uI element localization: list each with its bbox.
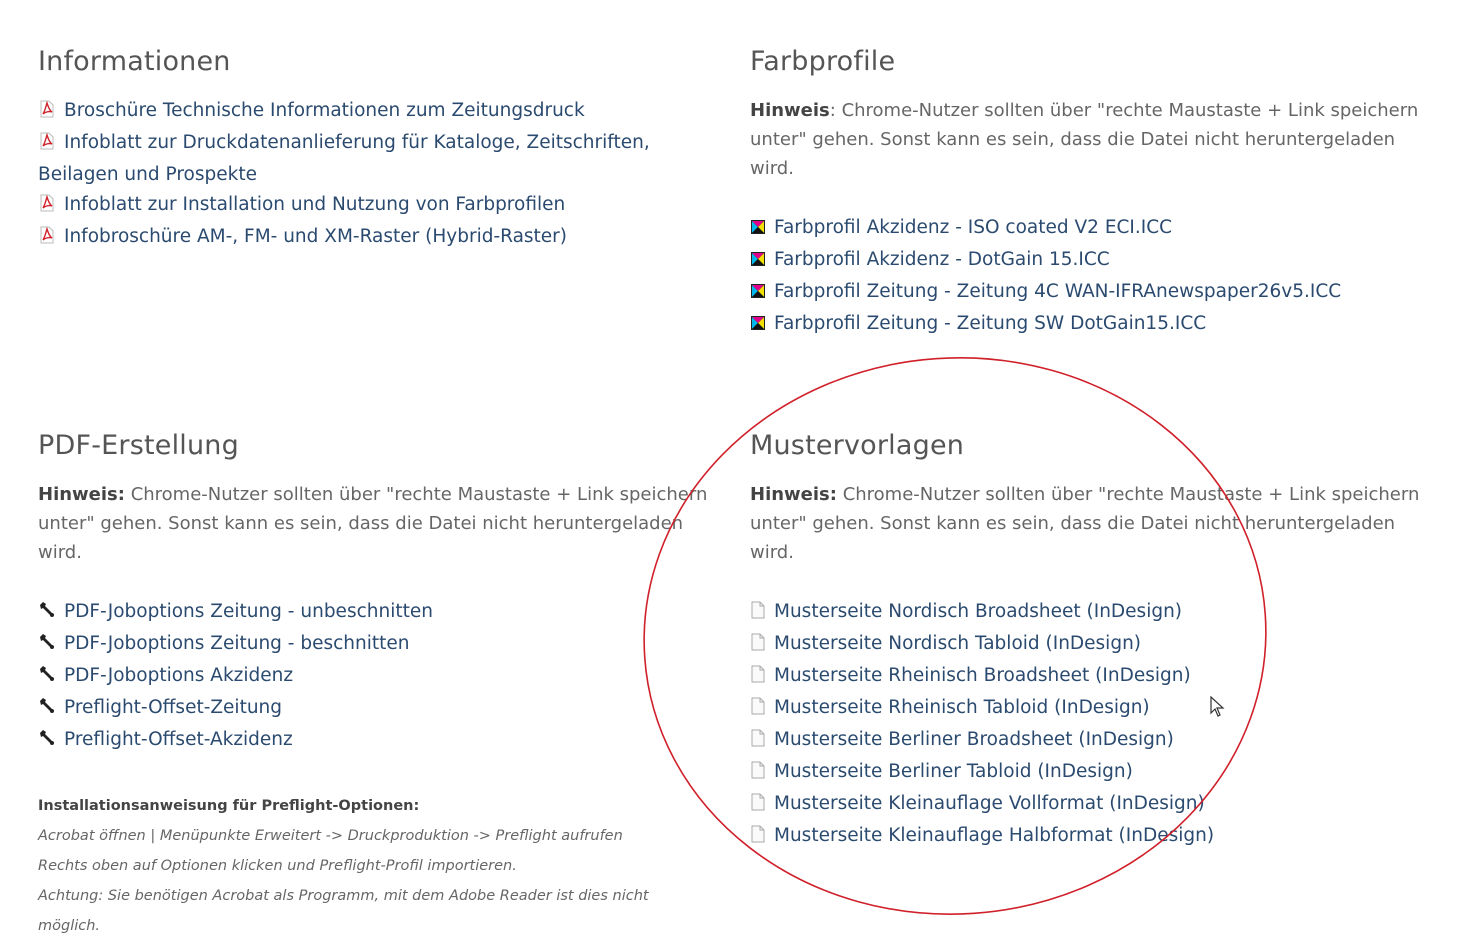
list-item	[750, 277, 1430, 309]
hint-body: : Chrome-Nutzer sollten über "rechte Maustaste + Link speichern unter" gehen. Sonst kann es sein, dass die Datei nicht heruntergeladen wird.	[750, 100, 1419, 179]
download-link[interactable]	[750, 217, 1172, 238]
link-list	[38, 597, 708, 757]
list-item	[38, 629, 708, 661]
link-label: Musterseite Rheinisch Tabloid (InDesign)	[774, 697, 1150, 718]
link-label: Musterseite Kleinauflage Vollformat (InDesign)	[774, 793, 1205, 814]
color-profile-icon	[750, 311, 766, 341]
section-farbprofile	[750, 46, 1430, 341]
hint-label: Hinweis	[750, 100, 830, 121]
document-icon	[750, 727, 766, 757]
download-link[interactable]	[38, 633, 410, 654]
list-item	[38, 725, 708, 757]
install-line: Rechts oben auf Optionen klicken und Preflight-Profil importieren.	[38, 858, 517, 874]
wrench-icon	[38, 663, 56, 693]
install-line: Acrobat öffnen | Menüpunkte Erweitert -> Druckproduktion -> Preflight aufrufen	[38, 828, 623, 844]
download-link[interactable]	[750, 281, 1341, 302]
download-link[interactable]	[38, 226, 567, 247]
list-item	[750, 309, 1430, 341]
color-profile-icon	[750, 279, 766, 309]
list-item	[750, 693, 1430, 725]
link-label: Farbprofil Akzidenz - ISO coated V2 ECI.ICC	[774, 217, 1173, 238]
link-label: Infoblatt zur Druckdatenanlieferung für Kataloge, Zeitschriften, Beilagen und Prospekte	[38, 132, 650, 185]
section-title: Informationen	[38, 46, 231, 77]
document-icon	[750, 823, 766, 853]
color-profile-icon	[750, 247, 766, 277]
pdf-icon	[38, 98, 56, 128]
list-item	[750, 661, 1430, 693]
download-link[interactable]	[38, 697, 282, 718]
list-item	[750, 725, 1430, 757]
link-list	[750, 213, 1430, 341]
download-link[interactable]	[38, 100, 585, 121]
list-item	[750, 597, 1430, 629]
download-link[interactable]	[750, 761, 1133, 782]
link-label: Musterseite Kleinauflage Halbformat (InDesign)	[774, 825, 1215, 846]
link-label: Broschüre Technische Informationen zum Zeitungsdruck	[64, 100, 585, 121]
section-mustervorlagen	[750, 430, 1430, 853]
link-list	[750, 597, 1430, 853]
section-title: PDF-Erstellung	[38, 430, 239, 461]
section-informationen	[38, 46, 708, 254]
list-item	[38, 661, 708, 693]
link-label: Preflight-Offset-Akzidenz	[64, 729, 293, 750]
list-item	[38, 128, 708, 190]
download-link[interactable]	[750, 825, 1214, 846]
wrench-icon	[38, 727, 56, 757]
download-link[interactable]	[750, 601, 1182, 622]
link-label: Infobroschüre AM-, FM- und XM-Raster (Hybrid-Raster)	[64, 226, 568, 247]
link-label: PDF-Joboptions Zeitung - beschnitten	[64, 633, 410, 654]
install-line: Achtung: Sie benötigen Acrobat als Programm, mit dem Adobe Reader ist dies nicht	[38, 888, 649, 904]
download-link[interactable]	[750, 697, 1150, 718]
list-item	[38, 693, 708, 725]
install-instructions	[38, 791, 708, 941]
download-link[interactable]	[38, 665, 293, 686]
download-link[interactable]	[38, 132, 650, 185]
link-label: Musterseite Nordisch Tabloid (InDesign)	[774, 633, 1142, 654]
list-item	[750, 245, 1430, 277]
list-item	[750, 789, 1430, 821]
document-icon	[750, 759, 766, 789]
link-label: Musterseite Berliner Broadsheet (InDesign)	[774, 729, 1174, 750]
link-label: Farbprofil Zeitung - Zeitung SW DotGain15.ICC	[774, 313, 1207, 334]
list-item	[750, 821, 1430, 853]
link-label: Infoblatt zur Installation und Nutzung von Farbprofilen	[64, 194, 566, 215]
section-title: Mustervorlagen	[750, 430, 965, 461]
list-item	[750, 213, 1430, 245]
link-list	[38, 96, 708, 254]
wrench-icon	[38, 631, 56, 661]
wrench-icon	[38, 695, 56, 725]
download-link[interactable]	[750, 665, 1191, 686]
document-icon	[750, 599, 766, 629]
download-link[interactable]	[750, 249, 1110, 270]
section-title: Farbprofile	[750, 46, 896, 77]
link-label: Musterseite Berliner Tabloid (InDesign)	[774, 761, 1133, 782]
document-icon	[750, 663, 766, 693]
list-item	[38, 597, 708, 629]
download-link[interactable]	[750, 313, 1206, 334]
section-pdf-erstellung	[38, 430, 708, 941]
download-link[interactable]	[38, 601, 433, 622]
install-line: möglich.	[38, 918, 101, 934]
link-label: PDF-Joboptions Zeitung - unbeschnitten	[64, 601, 433, 622]
list-item	[38, 96, 708, 128]
hint-body: Chrome-Nutzer sollten über "rechte Maustaste + Link speichern unter" gehen. Sonst kann es sein, dass die Datei nicht heruntergeladen wird.	[38, 484, 708, 563]
wrench-icon	[38, 599, 56, 629]
list-item	[38, 190, 708, 222]
link-label: Musterseite Rheinisch Broadsheet (InDesign)	[774, 665, 1191, 686]
hint-text	[38, 480, 708, 567]
download-link[interactable]	[750, 793, 1205, 814]
download-link[interactable]	[38, 194, 565, 215]
download-link[interactable]	[750, 729, 1174, 750]
link-label: Preflight-Offset-Zeitung	[64, 697, 283, 718]
hint-body: Chrome-Nutzer sollten über "rechte Maustaste + Link speichern unter" gehen. Sonst kann es sein, dass die Datei nicht heruntergeladen wird.	[750, 484, 1420, 563]
document-icon	[750, 791, 766, 821]
hint-label: Hinweis:	[38, 484, 125, 505]
install-heading: Installationsanweisung für Preflight-Optionen:	[38, 798, 420, 814]
color-profile-icon	[750, 215, 766, 245]
link-label: Farbprofil Akzidenz - DotGain 15.ICC	[774, 249, 1110, 270]
link-label: PDF-Joboptions Akzidenz	[64, 665, 294, 686]
link-label: Musterseite Nordisch Broadsheet (InDesign)	[774, 601, 1183, 622]
document-icon	[750, 631, 766, 661]
pdf-icon	[38, 224, 56, 254]
hint-label: Hinweis:	[750, 484, 837, 505]
hint-text	[750, 96, 1430, 183]
pdf-icon	[38, 192, 56, 222]
pdf-icon	[38, 130, 56, 160]
download-link[interactable]	[38, 729, 293, 750]
list-item	[750, 629, 1430, 661]
list-item	[750, 757, 1430, 789]
mouse-cursor-icon	[1210, 696, 1226, 718]
link-label: Farbprofil Zeitung - Zeitung 4C WAN-IFRAnewspaper26v5.ICC	[774, 281, 1342, 302]
download-link[interactable]	[750, 633, 1141, 654]
hint-text	[750, 480, 1430, 567]
document-icon	[750, 695, 766, 725]
list-item	[38, 222, 708, 254]
